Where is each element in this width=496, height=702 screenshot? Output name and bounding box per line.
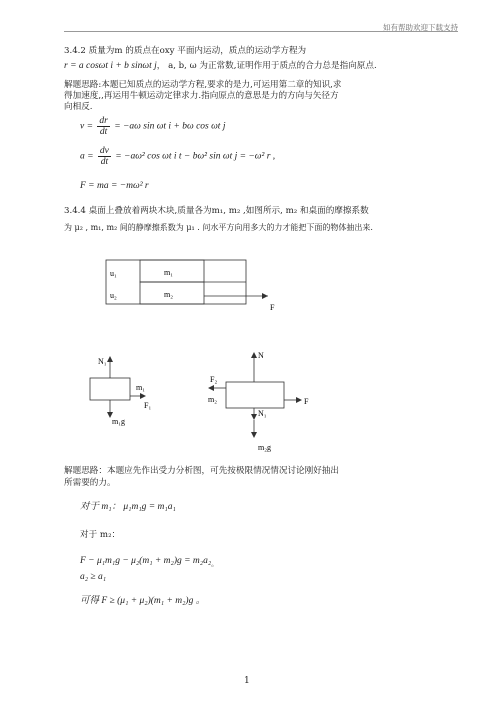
equation-m2-motion [80,556,218,570]
fig2-label-m1g: m₁g [112,417,126,426]
equation-accel-condition: a₂ ≥ a₁ [80,572,107,582]
fig3-block [226,382,284,408]
force-equation: F = ma = −mω² r [80,181,149,191]
fig3-label-m2g: m₂g [258,443,272,452]
figure-freebody-m2 [196,346,336,456]
accel-den: dt [100,157,109,167]
figure-freebody-m1 [80,352,180,442]
motion-equation-tail: ， a, b, ω 为正常数,证明作用于质点的合力总是指向原点. [156,61,377,71]
fig3-label-N1: N₁ [258,409,267,418]
fig2-label-F1: F₁ [144,401,152,410]
fig3-weight-arrowhead [251,432,257,438]
fig1-label-u2: u₂ [110,291,117,300]
velocity-equation [80,116,225,137]
idea-342-line1: 解题思路:本题已知质点的运动学方程,要求的是力,可运用第二章的知识,求 [64,80,342,90]
velocity-rhs: = −aω sin ωt i + bω cos ωt j [114,121,226,132]
fig2-block [90,378,130,400]
fig3-label-N: N [258,351,264,360]
header-rule [64,31,458,32]
problem-342-title: 3.4.2 质量为m 的质点在oxy 平面内运动，质点的运动学方程为 [64,46,307,56]
fig2-label-m1: m₁ [136,383,146,392]
m2-motion-eq-tail: 。 [211,560,219,568]
accel-lhs: a = [80,151,94,162]
idea-344-line2: 所需要的力。 [64,478,116,488]
m2-motion-eq: F − μ₁m₁g − μ₂(m₁ + m₂)g = m₂a₂ [80,556,212,566]
idea-344-line1: 解题思路：本题应先作出受力分析图，可先按极限情况情况讨论刚好抽出 [64,466,340,476]
fig3-label-F2: F₂ [210,375,218,384]
velocity-den: dt [99,127,108,137]
fig3-normal-arrowhead [251,352,257,358]
header-note: 如有帮助欢迎下载支持 [383,23,458,32]
fig2-label-N1: N₁ [98,357,107,366]
velocity-lhs: v = [80,121,94,132]
result-equation: 可得 F ≥ (μ₁ + μ₂)(m₁ + m₂)g 。 [80,596,206,606]
fig2-friction-arrowhead [140,393,146,399]
page-number: 1 [244,676,250,686]
accel-num: dv [99,146,109,156]
fig3-friction-arrowhead [208,385,214,391]
fig2-normal-arrowhead [107,356,113,362]
problem-342-equation-line [64,61,377,72]
fig3-force-arrowhead [296,397,302,403]
fig1-label-m1: m₁ [164,268,174,277]
acceleration-equation [80,146,275,167]
fig3-label-F: F [304,397,309,406]
velocity-num: dr [99,116,108,126]
accel-rhs: = −aω² cos ωt i t − bω² sin ωt j = −ω² r , [115,151,276,162]
fig1-label-u1: u₁ [110,269,117,278]
idea-342-line2: 得加速度,,再运用牛顿运动定律求力.指向原点的意思是力的方向与矢径方 [64,91,339,101]
fig1-label-m2: m₂ [164,290,174,299]
problem-344-title: 3.4.4 桌面上叠放着两块木块,质量各为m₁, m₂ ,如图所示, m₂ 和桌面的摩擦系数 [64,206,369,216]
equation-for-m1: 对于 m₁： μ₁m₁g = m₁a₁ [80,502,176,512]
fig3-n1-arrowhead [251,414,257,420]
motion-equation: r = a cosωt i + b sinωt j [64,61,157,71]
velocity-fraction [97,116,109,137]
label-for-m2: 对于 m₂： [80,530,121,540]
fig3-label-m2: m₂ [208,395,218,404]
accel-fraction [98,146,111,167]
problem-344-title2: 为 μ₂ , m₁, m₂ 间的静摩擦系数为 μ₁ . 问水平方向用多大的力才能把下面的物体抽出来. [64,223,373,232]
fig1-force-arrowhead [262,293,268,299]
fig1-label-F: F [270,303,275,312]
idea-342-line3: 向相反. [64,102,93,112]
